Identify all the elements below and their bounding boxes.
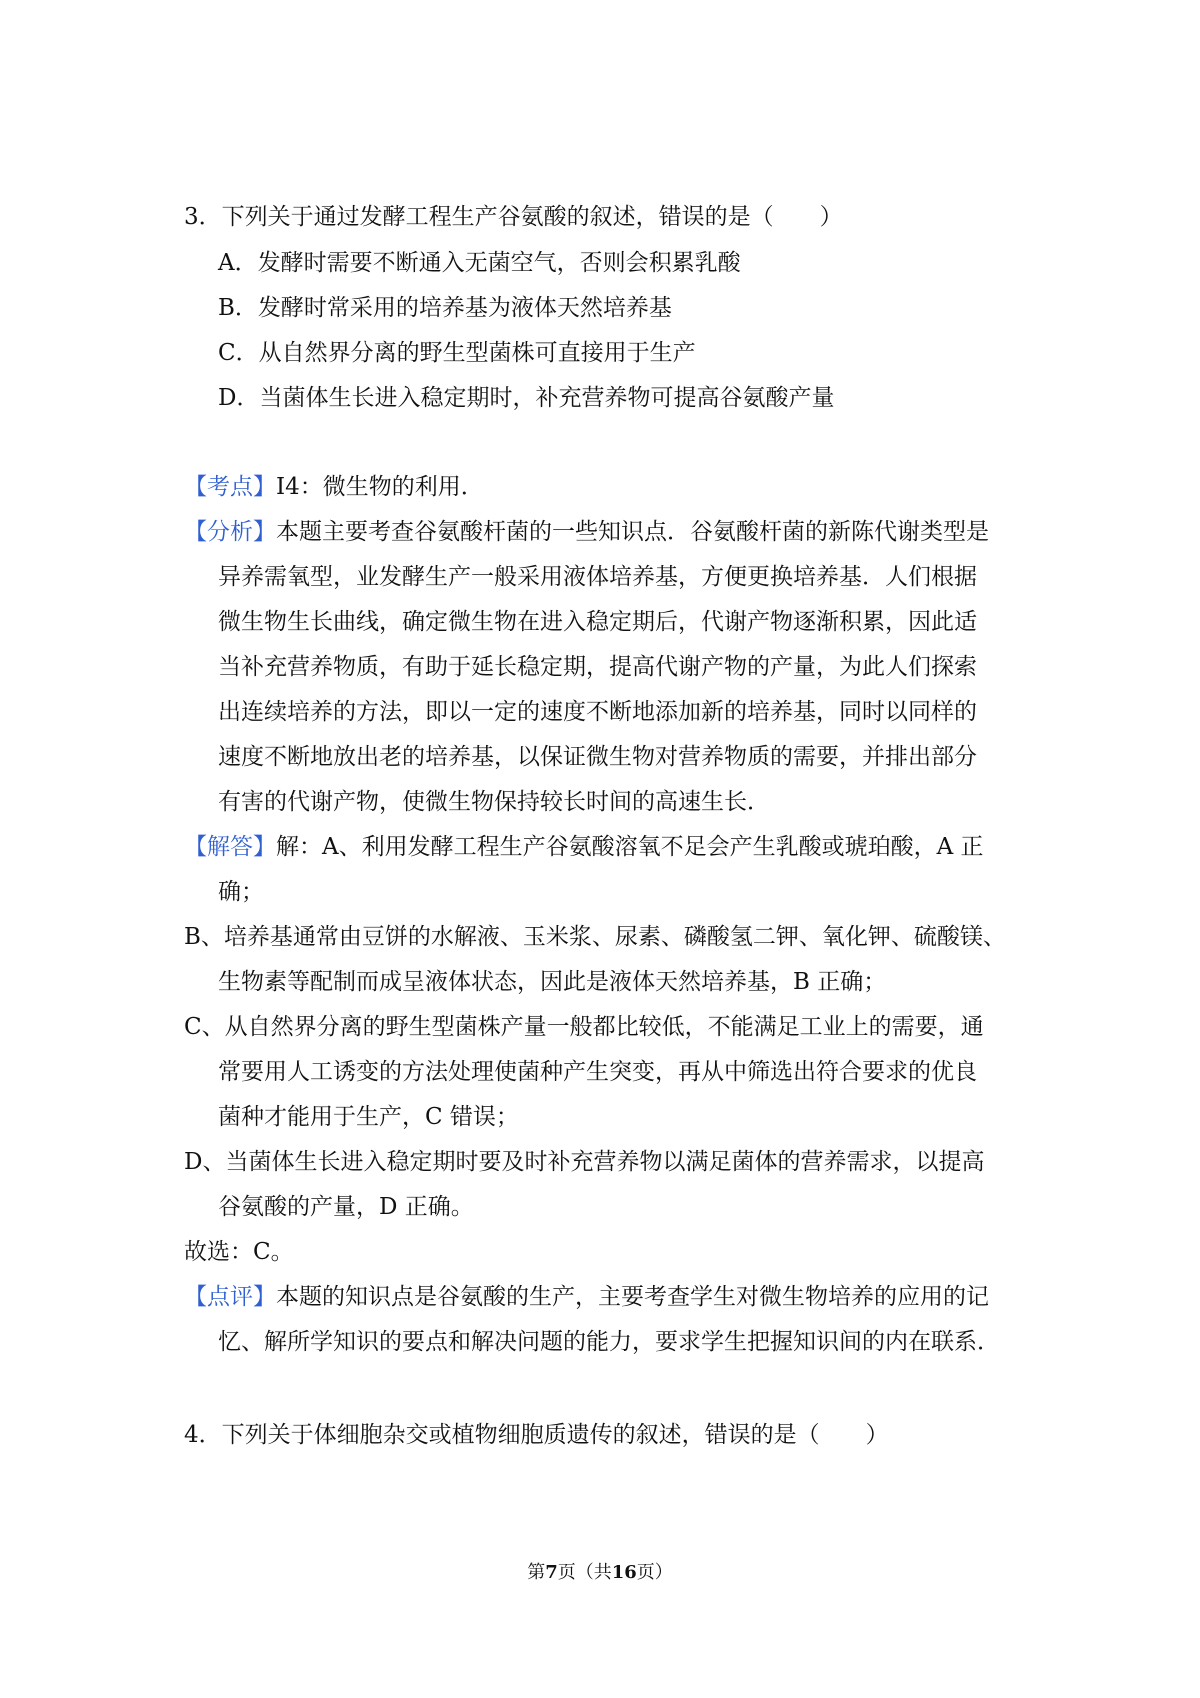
question-3-stem: 3．下列关于通过发酵工程生产谷氨酸的叙述，错误的是（ ）: [184, 204, 843, 230]
footer-prefix: 第: [527, 1562, 546, 1583]
kaodian-line: [184, 471, 484, 503]
footer-suffix: 页）: [636, 1562, 673, 1583]
jieda-d-line-1: D、当菌体生长进入稳定期时要及时补充营养物以满足菌体的营养需求，以提高: [184, 1149, 985, 1175]
jieda-b-line-2: 生物素等配制而成呈液体状态，因此是液体天然培养基，B 正确；: [218, 969, 887, 995]
fenxi-line-2: 异养需氧型，业发酵生产一般采用液体培养基，方便更换培养基．人们根据: [218, 564, 977, 590]
dianping-line-2: 忆、解所学知识的要点和解决问题的能力，要求学生把握知识间的内在联系．: [218, 1329, 1000, 1355]
option-b: B．发酵时常采用的培养基为液体天然培养基: [218, 295, 672, 321]
fenxi-tag: 【分析】: [184, 519, 276, 545]
dianping-tag: 【点评】: [184, 1284, 276, 1310]
fenxi-text: 本题主要考查谷氨酸杆菌的一些知识点．谷氨酸杆菌的新陈代谢类型是: [276, 519, 989, 545]
jieda-line-1: [184, 831, 984, 863]
jieda-c-line-1: C、从自然界分离的野生型菌株产量一般都比较低，不能满足工业上的需要，通: [184, 1014, 984, 1040]
dianping-text: 本题的知识点是谷氨酸的生产，主要考查学生对微生物培养的应用的记: [276, 1284, 989, 1310]
jieda-b-line-1: B、培养基通常由豆饼的水解液、玉米浆、尿素、磷酸氢二钾、氧化钾、硫酸镁、: [184, 924, 1006, 950]
fenxi-line-1: [184, 516, 989, 548]
fenxi-line-6: 速度不断地放出老的培养基，以保证微生物对营养物质的需要，并排出部分: [218, 744, 977, 770]
fenxi-line-3: 微生物生长曲线，确定微生物在进入稳定期后，代谢产物逐渐积累，因此适: [218, 609, 977, 635]
jieda-tag: 【解答】: [184, 834, 276, 860]
fenxi-line-5: 出连续培养的方法，即以一定的速度不断地添加新的培养基，同时以同样的: [218, 699, 977, 725]
footer-mid: 页（共: [557, 1562, 612, 1583]
jieda-text: 解：A、利用发酵工程生产谷氨酸溶氧不足会产生乳酸或琥珀酸，A 正: [276, 834, 984, 860]
jieda-c-line-2: 常要用人工诱变的方法处理使菌种产生突变，再从中筛选出符合要求的优良: [218, 1059, 977, 1085]
jieda-line-2: 确；: [218, 879, 264, 905]
kaodian-text: I4：微生物的利用．: [276, 474, 484, 500]
kaodian-tag: 【考点】: [184, 474, 276, 500]
footer-page-number: 7: [545, 1562, 558, 1583]
answer-line: 故选：C。: [184, 1239, 294, 1265]
footer-total-pages: 16: [611, 1562, 637, 1583]
jieda-c-line-3: 菌种才能用于生产，C 错误；: [218, 1104, 519, 1130]
page-footer: [0, 1558, 1200, 1584]
option-a: A．发酵时需要不断通入无菌空气，否则会积累乳酸: [218, 250, 741, 276]
jieda-d-line-2: 谷氨酸的产量，D 正确。: [218, 1194, 474, 1220]
fenxi-line-4: 当补充营养物质，有助于延长稳定期，提高代谢产物的产量，为此人们探索: [218, 654, 977, 680]
option-c: C．从自然界分离的野生型菌株可直接用于生产: [218, 340, 696, 366]
question-4-stem: 4．下列关于体细胞杂交或植物细胞质遗传的叙述，错误的是（ ）: [184, 1422, 889, 1448]
dianping-line-1: [184, 1281, 989, 1313]
fenxi-line-7: 有害的代谢产物，使微生物保持较长时间的高速生长．: [218, 789, 770, 815]
option-d: D．当菌体生长进入稳定期时，补充营养物可提高谷氨酸产量: [218, 385, 835, 411]
